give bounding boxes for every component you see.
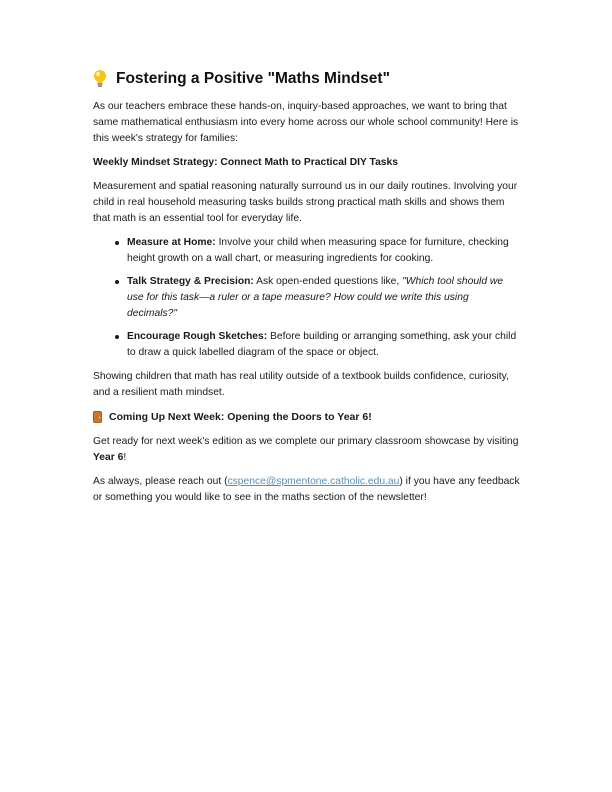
list-item	[127, 274, 521, 322]
next-week-paragraph	[93, 434, 521, 466]
next-week-title: Coming Up Next Week: Opening the Doors to Year 6!	[109, 411, 372, 423]
list-item	[127, 235, 521, 267]
lightbulb-icon	[93, 69, 107, 89]
strategy-description: Measurement and spatial reasoning naturally surround us in our daily routines. Involving your child in real household measuring tasks builds strong practical math skills and shows them that math is an essential tool for everyday life.	[93, 181, 518, 224]
list-item-text: Involve your child when measuring space for furniture, checking height growth on a wall chart, or measuring ingredients for cooking.	[127, 237, 509, 264]
next-week-text-end: !	[123, 452, 127, 463]
contact-text: As always, please reach out (	[93, 476, 228, 487]
list-item-text: Ask open-ended questions like,	[253, 276, 403, 287]
list-item-text: Before building or arranging something, ask your child to draw a quick labelled diagram of the space or object.	[127, 331, 517, 358]
intro-paragraph: As our teachers embrace these hands-on, inquiry-based approaches, we want to bring that same mathematical enthusiasm into every home across our whole school community! Here is this week's strategy for families:	[93, 101, 519, 144]
door-icon	[93, 411, 102, 423]
list-item-label: Measure at Home:	[127, 237, 216, 248]
section-title-text: Fostering a Positive "Maths Mindset"	[116, 70, 390, 87]
email-link[interactable]: cspence@spmentone.catholic.edu.au	[227, 476, 400, 487]
list-item-label: Talk Strategy & Precision:	[127, 276, 254, 287]
list-item	[127, 329, 521, 361]
list-item-label: Encourage Rough Sketches:	[127, 331, 268, 342]
contact-text-end: ) if you have any feedback or something you would like to see in the maths section of the newsletter!	[93, 476, 520, 503]
next-week-text: Get ready for next week's edition as we complete our primary classroom showcase by visiting	[93, 436, 519, 447]
strategy-title: Weekly Mindset Strategy: Connect Math to Practical DIY Tasks	[93, 157, 398, 168]
contact-paragraph	[93, 474, 521, 506]
list-item-quote: "Which tool should we use for this task—a ruler or a tape measure? How could we write this using decimals?"	[127, 276, 504, 319]
maths-section	[93, 68, 521, 514]
closing-paragraph: Showing children that math has real utility outside of a textbook builds confidence, curiosity, and a resilient math mindset.	[93, 371, 509, 398]
year-6-label: Year 6	[93, 452, 124, 463]
section-title	[93, 68, 521, 90]
next-week-heading	[93, 409, 521, 425]
strategy-list	[93, 235, 521, 361]
